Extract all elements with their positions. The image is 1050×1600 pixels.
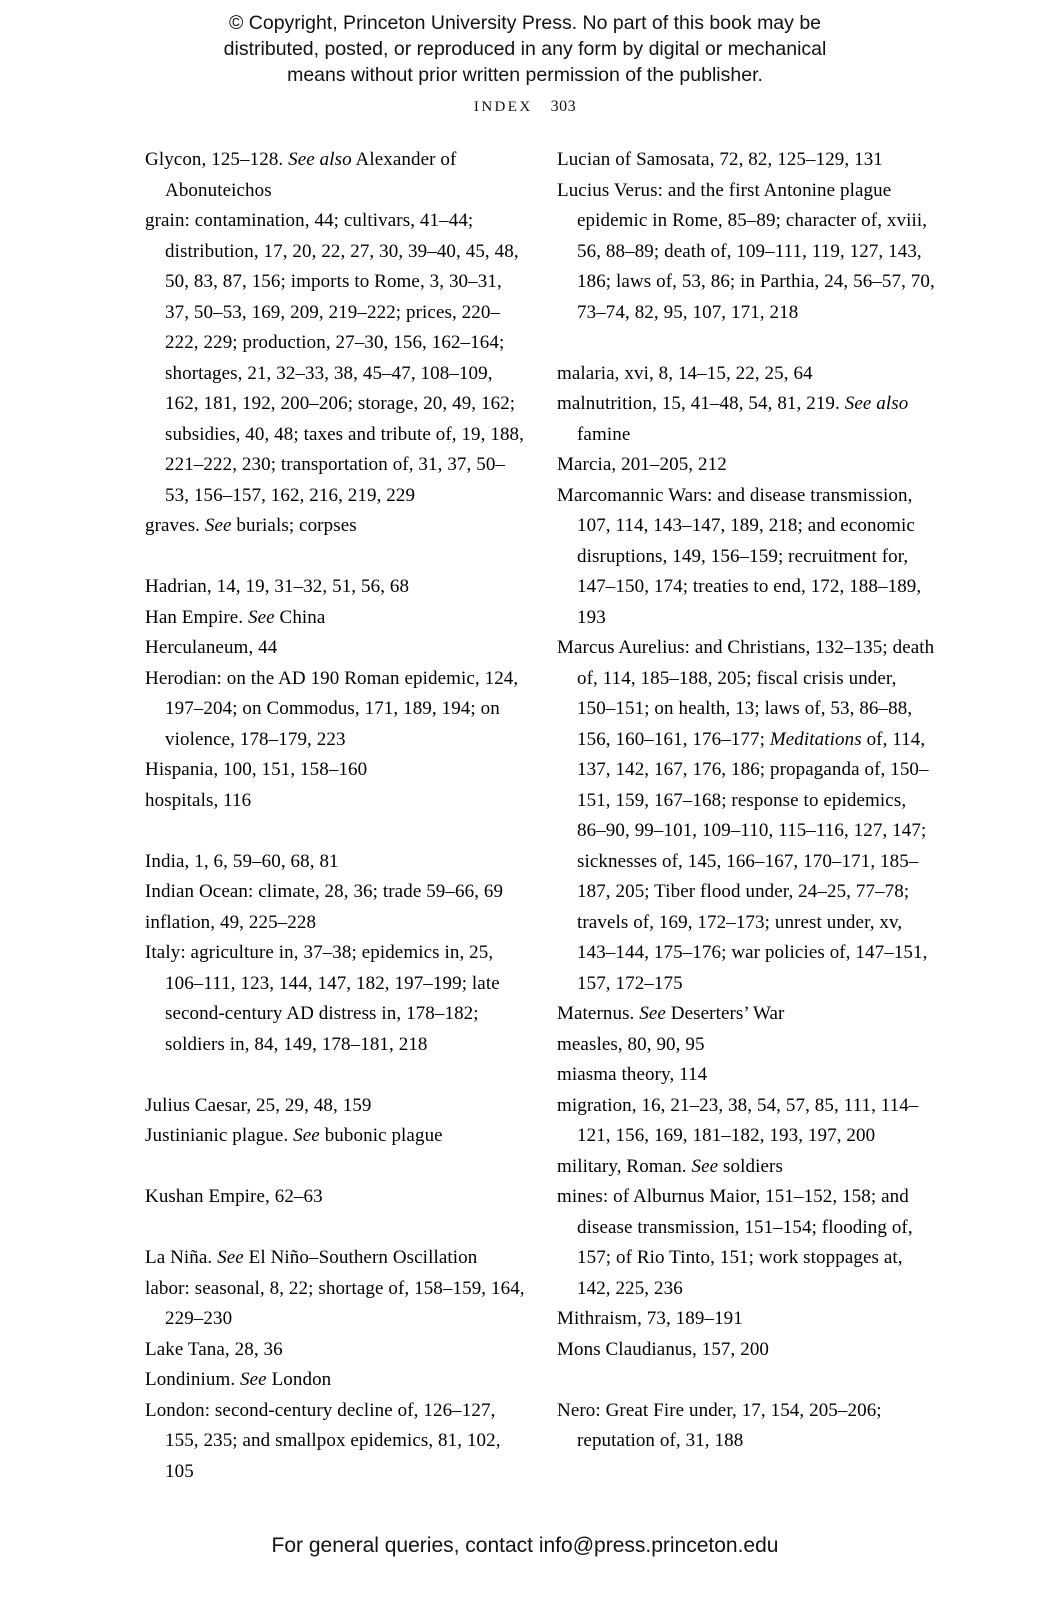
index-entry: Hispania, 100, 151, 158–160 <box>145 759 368 780</box>
index-entry: Lake Tana, 28, 36 <box>145 1338 283 1360</box>
index-entry: Hadrian, 14, 19, 31–32, 51, 56, 68 <box>145 576 410 597</box>
index-entry: hospitals, 116 <box>145 789 252 811</box>
index-entry: Glycon, 125–128. See also Alexander of Abonuteichos <box>145 149 457 201</box>
index-group-gap <box>145 1213 525 1244</box>
index-entry: military, Roman. See soldiers <box>557 1155 783 1177</box>
running-head-label: INDEX <box>473 99 533 115</box>
index-entry: Justinianic plague. See bubonic plague <box>145 1125 443 1146</box>
index-entry: Julius Caesar, 25, 29, 48, 159 <box>145 1094 372 1116</box>
index-group-gap <box>145 1152 525 1183</box>
copyright-notice <box>0 10 1050 88</box>
index-entry: Marcomannic Wars: and disease transmission, 107, 114, 143–147, 189, 218; and economic disruptions, 149, 156–159; recruitment for, 147–150, 174; treaties to end, 172, 188–189, 193 <box>557 484 922 628</box>
index-entry: Kushan Empire, 62–63 <box>145 1186 323 1207</box>
footer-queries: For general queries, contact info@press.princeton.edu <box>271 1534 779 1557</box>
index-entry: La Niña. See El Niño–Southern Oscillation <box>145 1247 478 1268</box>
index-entry: Mons Claudianus, 157, 200 <box>557 1338 770 1360</box>
index-group-gap <box>557 328 937 359</box>
page-number: 303 <box>550 98 577 115</box>
index-entry: graves. See burials; corpses <box>145 515 357 536</box>
index-entry: mines: of Alburnus Maior, 151–152, 158; and disease transmission, 151–154; flooding of, 157; of Rio Tinto, 151; work stoppages at, 142, 225, 236 <box>557 1186 913 1299</box>
index-entry: Indian Ocean: climate, 28, 36; trade 59–66, 69 <box>145 881 504 902</box>
index-entry: Londinium. See London <box>145 1369 332 1390</box>
index-group-gap <box>145 542 525 573</box>
copyright-line-3: means without prior written permission of the publisher. <box>287 64 763 86</box>
index-entry: Maternus. See Deserters’ War <box>557 1003 785 1024</box>
index-entry: India, 1, 6, 59–60, 68, 81 <box>145 850 339 872</box>
index-entry: miasma theory, 114 <box>557 1064 708 1085</box>
index-group-gap <box>145 1060 525 1091</box>
copyright-line-2: distributed, posted, or reproduced in any form by digital or mechanical <box>223 38 827 60</box>
index-entry: migration, 16, 21–23, 38, 54, 57, 85, 111, 114–121, 156, 169, 181–182, 193, 197, 200 <box>557 1094 919 1146</box>
copyright-line-1: © Copyright, Princeton University Press. No part of this book may be <box>228 12 822 34</box>
index-entry: Herodian: on the AD 190 Roman epidemic, 124, 197–204; on Commodus, 171, 189, 194; on violence, 178–179, 223 <box>145 667 519 750</box>
index-column-left <box>145 145 525 1487</box>
index-entry: Lucius Verus: and the first Antonine plague epidemic in Rome, 85–89; character of, xviii, 56, 88–89; death of, 109–111, 119, 127, 143, 186; laws of, 53, 86; in Parthia, 24, 56–57, 70, 73–74, 82, 95, 107, 171, 218 <box>557 179 935 323</box>
index-entry: Han Empire. See China <box>145 606 326 628</box>
index-group-gap <box>145 816 525 847</box>
index-entry: labor: seasonal, 8, 22; shortage of, 158–159, 164, 229–230 <box>145 1277 525 1329</box>
index-entry: malaria, xvi, 8, 14–15, 22, 25, 64 <box>557 362 813 384</box>
index-entry: Nero: Great Fire under, 17, 154, 205–206; reputation of, 31, 188 <box>557 1399 882 1451</box>
index-group-gap <box>557 1365 937 1396</box>
running-head <box>0 98 1050 116</box>
index-columns <box>145 145 935 1482</box>
index-entry: Mithraism, 73, 189–191 <box>557 1308 743 1329</box>
index-entry: Lucian of Samosata, 72, 82, 125–129, 131 <box>557 149 883 170</box>
index-entry: Italy: agriculture in, 37–38; epidemics in, 25, 106–111, 123, 144, 147, 182, 197–199; late second-century AD distress in, 178–182; soldiers in, 84, 149, 178–181, 218 <box>145 942 500 1055</box>
index-entry: measles, 80, 90, 95 <box>557 1033 705 1055</box>
index-entry: Marcus Aurelius: and Christians, 132–135; death of, 114, 185–188, 205; fiscal crisis under, 150–151; on health, 13; laws of, 53, 86–88, 156, 160–161, 176–177; Meditations of, 114, 137, 142, 167, 176, 186; propaganda of, 150–151, 159, 167–168; response to epidemics, 86–90, 99–101, 109–110, 115–116, 127, 147; sicknesses of, 145, 166–167, 170–171, 185–187, 205; Tiber flood under, 24–25, 77–78; travels of, 169, 172–173; unrest under, xv, 143–144, 175–176; war policies of, 147–151, 157, 172–175 <box>557 637 935 994</box>
index-entry: malnutrition, 15, 41–48, 54, 81, 219. See also famine <box>557 393 909 445</box>
index-entry: Herculaneum, 44 <box>145 637 278 658</box>
index-entry: grain: contamination, 44; cultivars, 41–44; distribution, 17, 20, 22, 27, 30, 39–40, 45, 48, 50, 83, 87, 156; imports to Rome, 3, 30–31, 37, 50–53, 169, 209, 219–222; prices, 220–222, 229; production, 27–30, 156, 162–164; shortages, 21, 32–33, 38, 45–47, 108–109, 162, 181, 192, 200–206; storage, 20, 49, 162; subsidies, 40, 48; taxes and tribute of, 19, 188, 221–222, 230; transportation of, 31, 37, 50–53, 156–157, 162, 216, 219, 229 <box>145 210 524 506</box>
index-entry: Marcia, 201–205, 212 <box>557 454 727 475</box>
index-column-right <box>557 145 937 1457</box>
index-entry: London: second-century decline of, 126–127, 155, 235; and smallpox epidemics, 81, 102, 105 <box>145 1399 501 1482</box>
index-entry: inflation, 49, 225–228 <box>145 911 317 933</box>
